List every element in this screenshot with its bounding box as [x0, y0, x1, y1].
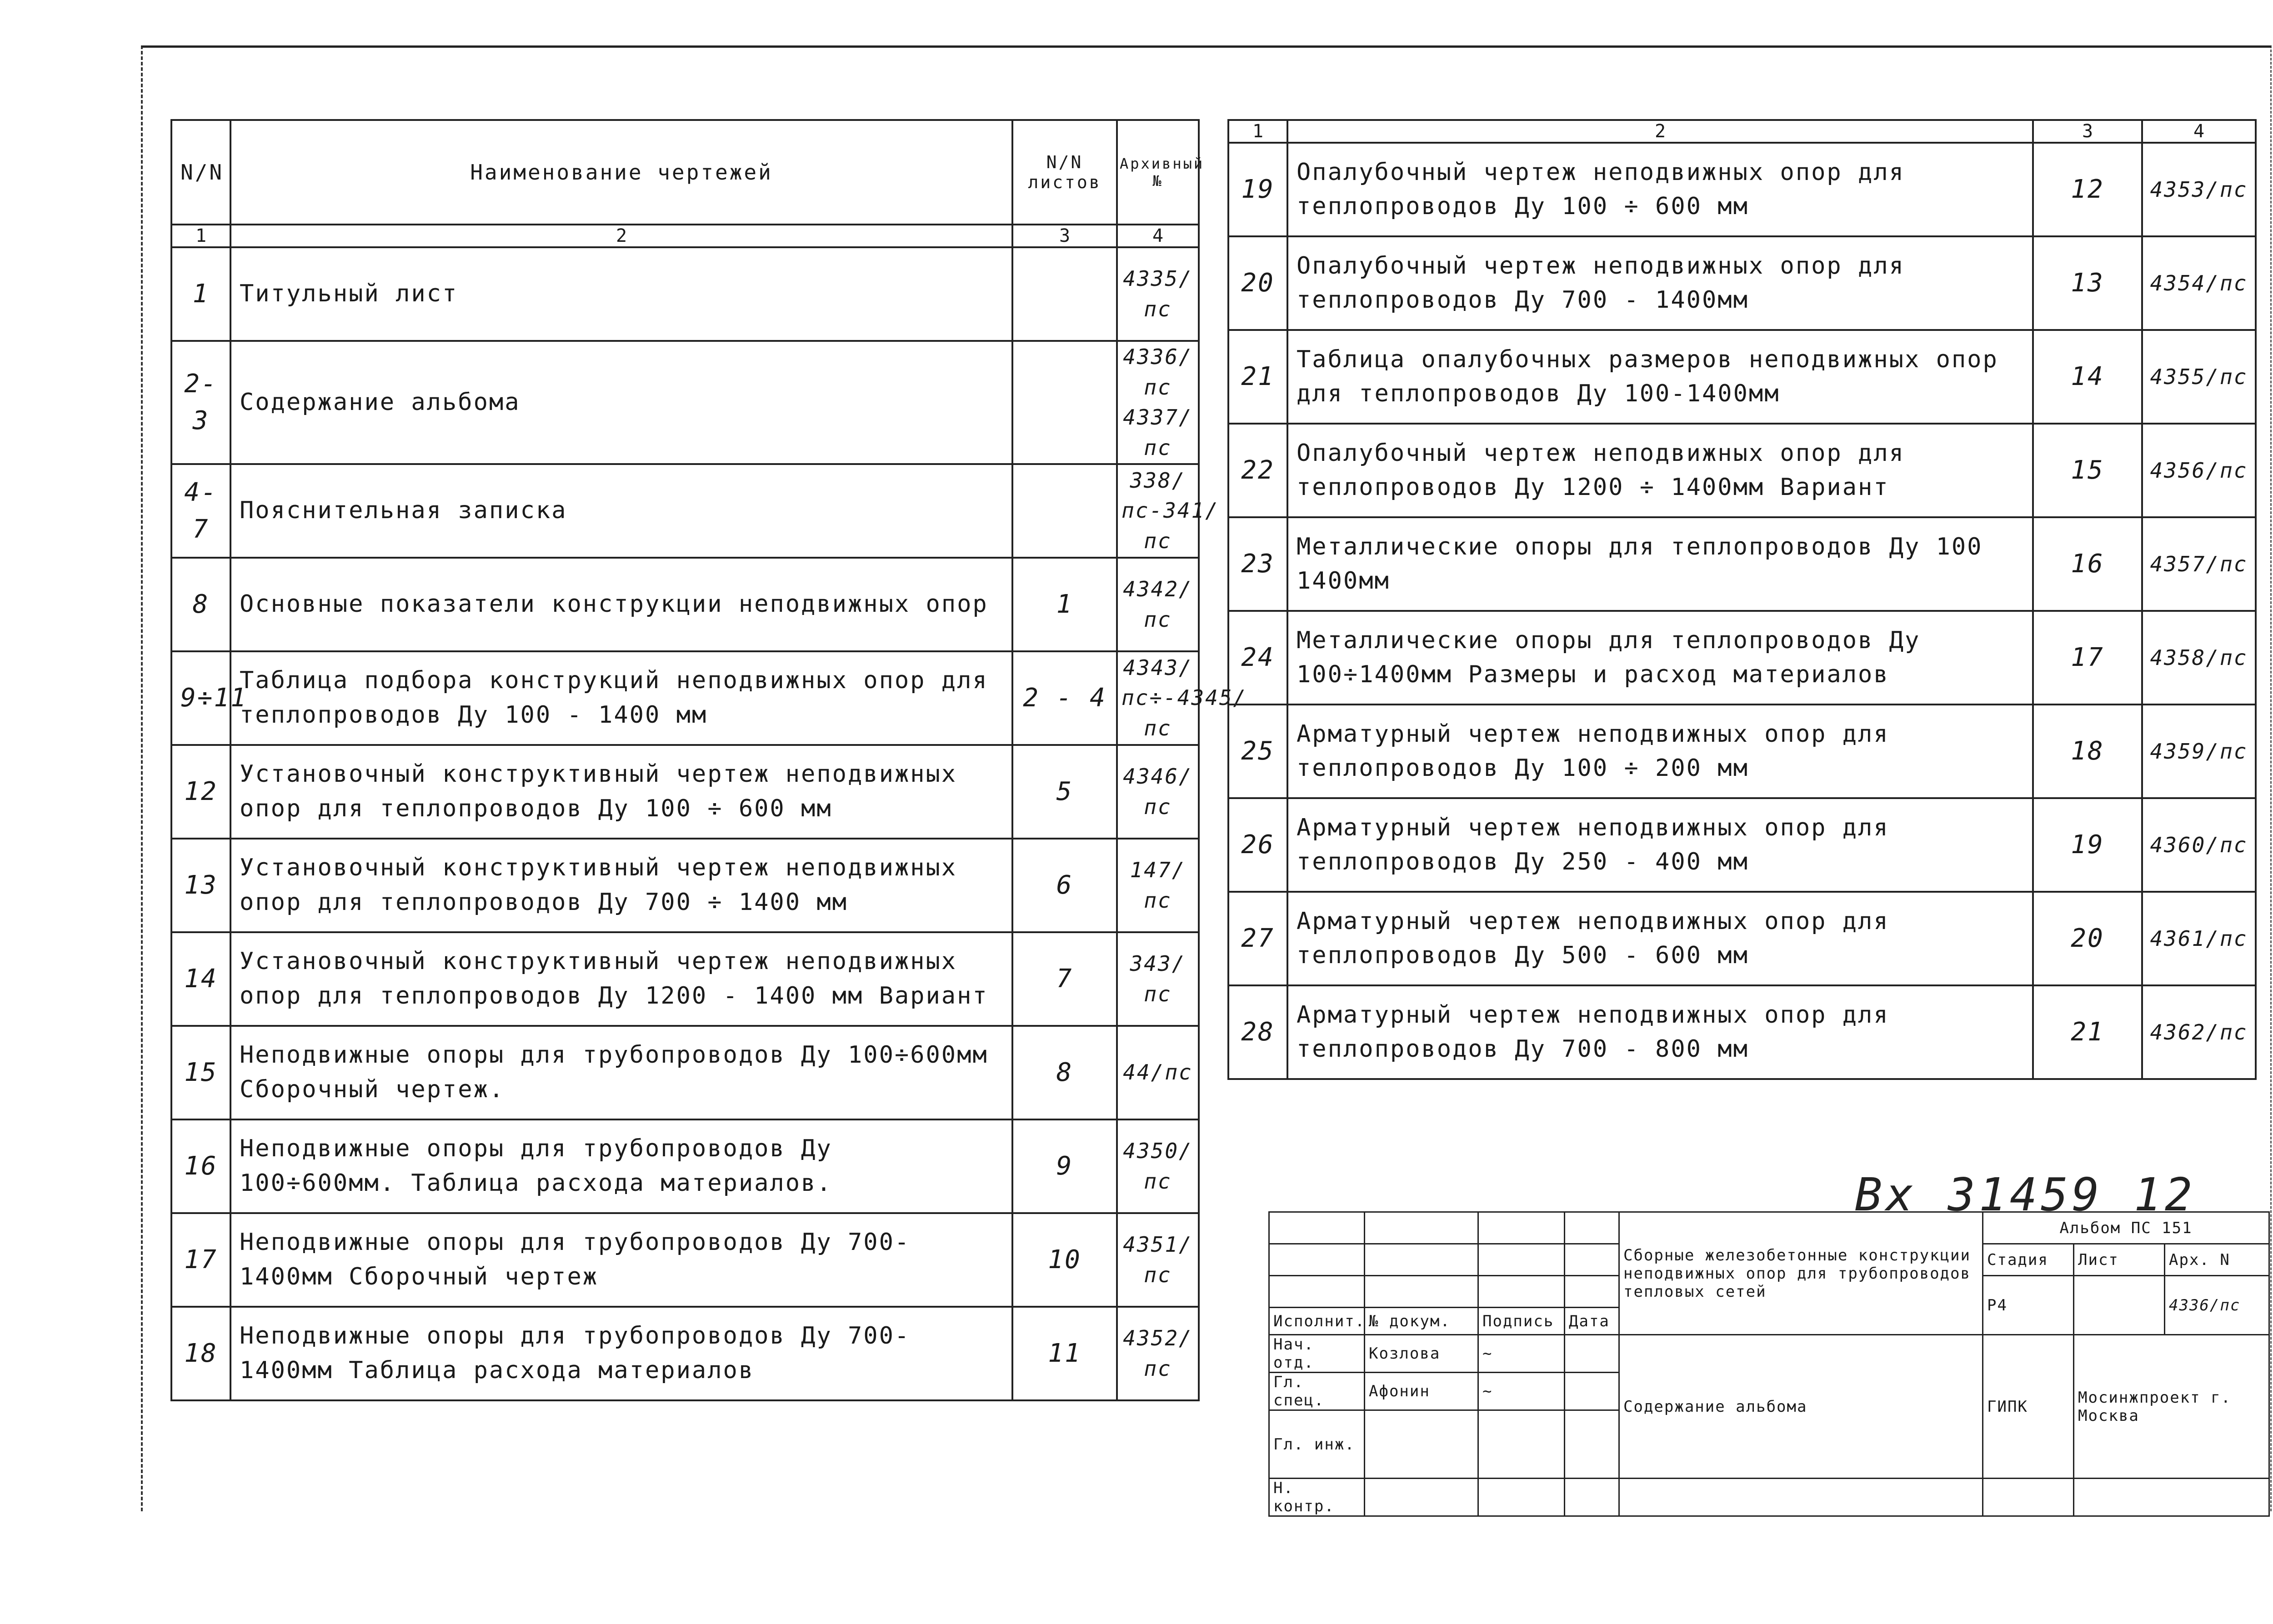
stamp-stage-label: Стадия	[1983, 1244, 2074, 1276]
table-row	[1228, 985, 2256, 1079]
table-row	[1228, 143, 2256, 236]
stamp-stage-value: Р4	[1983, 1276, 2074, 1335]
stamp-name: Афонин	[1365, 1373, 1478, 1410]
row-name: Арматурный чертеж неподвижных опор для теплопроводов Ду 500 - 600 мм	[1287, 892, 2033, 985]
table-row	[171, 1026, 1199, 1119]
row-name: Таблица подбора конструкций неподвижных опор для теплопроводов Ду 100 - 1400 мм	[230, 651, 1012, 745]
row-sheets: 1	[1012, 558, 1117, 651]
row-sheets: 13	[2033, 236, 2142, 330]
row-number: 15	[171, 1026, 230, 1119]
column-number-row	[1228, 120, 2256, 143]
col-number: 1	[171, 225, 230, 247]
row-name: Неподвижные опоры для трубопроводов Ду 100÷600мм. Таблица расхода материалов.	[230, 1119, 1012, 1213]
row-sheets	[1012, 247, 1117, 341]
row-sheets: 6	[1012, 839, 1117, 932]
table-row	[171, 464, 1199, 558]
row-name: Опалубочный чертеж неподвижных опор для теплопроводов Ду 100 ÷ 600 мм	[1287, 143, 2033, 236]
row-archive: 4342/пс	[1117, 558, 1199, 651]
row-number: 26	[1228, 798, 1287, 892]
row-archive: 4355/пс	[2142, 330, 2256, 424]
stamp-role: Н. контр.	[1269, 1479, 1365, 1516]
row-sheets: 12	[2033, 143, 2142, 236]
row-name: Пояснительная записка	[230, 464, 1012, 558]
row-archive: 338/пс-341/пс	[1117, 464, 1199, 558]
col-number: 4	[1117, 225, 1199, 247]
stamp-role: Нач. отд.	[1269, 1335, 1365, 1373]
row-number: 19	[1228, 143, 1287, 236]
row-sheets: 10	[1012, 1213, 1117, 1307]
row-name: Содержание альбома	[230, 341, 1012, 464]
document-code: Вх 31459 12	[1855, 1168, 2196, 1221]
table-row	[171, 651, 1199, 745]
row-sheets: 14	[2033, 330, 2142, 424]
row-name: Арматурный чертеж неподвижных опор для теплопроводов Ду 250 - 400 мм	[1287, 798, 2033, 892]
table-row	[1228, 236, 2256, 330]
col-number: 1	[1228, 120, 1287, 143]
row-name: Установочный конструктивный чертеж неподвижных опор для теплопроводов Ду 1200 - 1400 мм Вариант	[230, 932, 1012, 1026]
row-archive: 147/пс	[1117, 839, 1199, 932]
row-sheets	[1012, 464, 1117, 558]
row-archive: 4354/пс	[2142, 236, 2256, 330]
table-row	[171, 839, 1199, 932]
row-number: 18	[171, 1307, 230, 1400]
row-sheets: 18	[2033, 705, 2142, 798]
col-number: 2	[230, 225, 1012, 247]
row-archive: 4335/пс	[1117, 247, 1199, 341]
stamp-org: Мосинжпроект г. Москва	[2074, 1335, 2269, 1479]
row-number: 20	[1228, 236, 1287, 330]
stamp-role: Гл. спец.	[1269, 1373, 1365, 1410]
table-row	[1228, 892, 2256, 985]
row-name: Металлические опоры для теплопроводов Ду 100÷1400мм Размеры и расход материалов	[1287, 611, 2033, 705]
col-number: 4	[2142, 120, 2256, 143]
stamp-gipk: ГИПК	[1983, 1335, 2074, 1479]
row-name: Установочный конструктивный чертеж неподвижных опор для теплопроводов Ду 700 ÷ 1400 мм	[230, 839, 1012, 932]
table-row	[171, 341, 1199, 464]
row-archive: 4353/пс	[2142, 143, 2256, 236]
stamp-subtitle: Содержание альбома	[1619, 1335, 1983, 1479]
header-archive: Архивный №	[1117, 120, 1199, 225]
row-sheets: 5	[1012, 745, 1117, 839]
stamp-role: Гл. инж.	[1269, 1410, 1365, 1479]
row-name: Основные показатели конструкции неподвижных опор	[230, 558, 1012, 651]
row-number: 22	[1228, 424, 1287, 517]
header-name: Наименование чертежей	[230, 120, 1012, 225]
stamp-doc-col: № докум.	[1365, 1308, 1478, 1335]
row-sheets: 17	[2033, 611, 2142, 705]
row-sheets: 21	[2033, 985, 2142, 1079]
table-row	[171, 1119, 1199, 1213]
stamp-sign-col: Подпись	[1478, 1308, 1565, 1335]
row-number: 28	[1228, 985, 1287, 1079]
row-number: 4-7	[171, 464, 230, 558]
stamp-album: Альбом ПС 151	[1983, 1212, 2269, 1244]
row-number: 17	[171, 1213, 230, 1307]
table-row	[171, 1213, 1199, 1307]
contents-table-left	[170, 119, 1247, 1401]
row-sheets: 7	[1012, 932, 1117, 1026]
row-archive: 4359/пс	[2142, 705, 2256, 798]
row-number: 8	[171, 558, 230, 651]
row-number: 14	[171, 932, 230, 1026]
row-name: Опалубочный чертеж неподвижных опор для теплопроводов Ду 1200 ÷ 1400мм Вариант	[1287, 424, 2033, 517]
row-archive: 343/пс	[1117, 932, 1199, 1026]
row-archive: 4361/пс	[2142, 892, 2256, 985]
stamp-archive-value: 4336/пс	[2165, 1276, 2269, 1335]
row-number: 1	[171, 247, 230, 341]
row-archive: 4357/пс	[2142, 517, 2256, 611]
table-row	[171, 247, 1199, 341]
table-row	[171, 1307, 1199, 1400]
row-number: 12	[171, 745, 230, 839]
stamp-name: Козлова	[1365, 1335, 1478, 1373]
table-row	[171, 745, 1199, 839]
table-row	[171, 932, 1199, 1026]
row-number: 13	[171, 839, 230, 932]
signature-mark: ~	[1478, 1373, 1565, 1410]
row-name: Неподвижные опоры для трубопроводов Ду 700-1400мм Таблица расхода материалов	[230, 1307, 1012, 1400]
row-name: Арматурный чертеж неподвижных опор для теплопроводов Ду 100 ÷ 200 мм	[1287, 705, 2033, 798]
table-row	[1228, 330, 2256, 424]
row-sheets: 8	[1012, 1026, 1117, 1119]
table-row	[1228, 705, 2256, 798]
table-row	[1228, 798, 2256, 892]
header-num: N/N	[171, 120, 230, 225]
title-block	[1268, 1211, 2270, 1517]
col-number: 2	[1287, 120, 2033, 143]
row-archive: 4351/пс	[1117, 1213, 1199, 1307]
row-name: Неподвижные опоры для трубопроводов Ду 700-1400мм Сборочный чертеж	[230, 1213, 1012, 1307]
row-number: 2-3	[171, 341, 230, 464]
row-sheets: 2 - 4	[1012, 651, 1117, 745]
row-sheets: 11	[1012, 1307, 1117, 1400]
row-archive: 4336/пс 4337/пс	[1117, 341, 1199, 464]
col-number: 3	[1012, 225, 1117, 247]
signature-mark: ~	[1478, 1335, 1565, 1373]
row-sheets: 15	[2033, 424, 2142, 517]
stamp-sheet-label: Лист	[2074, 1244, 2165, 1276]
stamp-role: Исполнит.	[1269, 1308, 1365, 1335]
header-sheets: N/N листов	[1012, 120, 1117, 225]
row-sheets: 16	[2033, 517, 2142, 611]
table-row	[1228, 424, 2256, 517]
stamp-title: Сборные железобетонные конструкции неподвижных опор для трубопроводов тепловых сетей	[1619, 1212, 1983, 1335]
stamp-archive-label: Арх. N	[2165, 1244, 2269, 1276]
row-sheets	[1012, 341, 1117, 464]
row-archive: 4343/пс÷-4345/пс	[1117, 651, 1199, 745]
row-number: 25	[1228, 705, 1287, 798]
contents-table-right	[1227, 119, 2257, 1080]
row-name: Арматурный чертеж неподвижных опор для теплопроводов Ду 700 - 800 мм	[1287, 985, 2033, 1079]
row-name: Опалубочный чертеж неподвижных опор для теплопроводов Ду 700 - 1400мм	[1287, 236, 2033, 330]
row-archive: 4346/пс	[1117, 745, 1199, 839]
row-sheets: 9	[1012, 1119, 1117, 1213]
row-sheets: 19	[2033, 798, 2142, 892]
row-archive: 4358/пс	[2142, 611, 2256, 705]
column-number-row	[171, 225, 1199, 247]
table-row	[1228, 517, 2256, 611]
row-number: 23	[1228, 517, 1287, 611]
row-name: Установочный конструктивный чертеж неподвижных опор для теплопроводов Ду 100 ÷ 600 мм	[230, 745, 1012, 839]
row-sheets: 20	[2033, 892, 2142, 985]
row-archive: 4350/пс	[1117, 1119, 1199, 1213]
col-number: 3	[2033, 120, 2142, 143]
row-number: 16	[171, 1119, 230, 1213]
row-name: Титульный лист	[230, 247, 1012, 341]
row-number: 24	[1228, 611, 1287, 705]
table-row	[171, 558, 1199, 651]
row-name: Таблица опалубочных размеров неподвижных опор для теплопроводов Ду 100-1400мм	[1287, 330, 2033, 424]
row-archive: 4352/пс	[1117, 1307, 1199, 1400]
row-name: Металлические опоры для теплопроводов Ду 100 1400мм	[1287, 517, 2033, 611]
row-archive: 44/пс	[1117, 1026, 1199, 1119]
row-archive: 4362/пс	[2142, 985, 2256, 1079]
row-number: 21	[1228, 330, 1287, 424]
row-number: 27	[1228, 892, 1287, 985]
stamp-date-col: Дата	[1565, 1308, 1619, 1335]
row-name: Неподвижные опоры для трубопроводов Ду 100÷600мм Сборочный чертеж.	[230, 1026, 1012, 1119]
row-archive: 4360/пс	[2142, 798, 2256, 892]
header-row	[171, 120, 1199, 225]
row-number: 9÷11	[171, 651, 230, 745]
table-row	[1228, 611, 2256, 705]
row-archive: 4356/пс	[2142, 424, 2256, 517]
